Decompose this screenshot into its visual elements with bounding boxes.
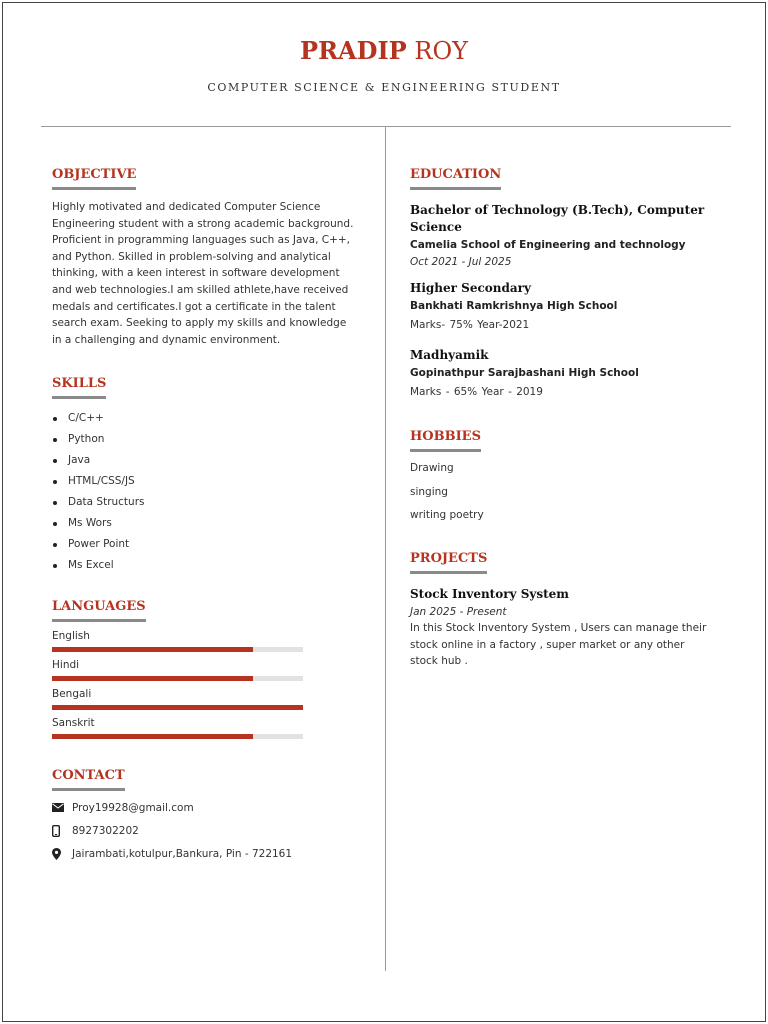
- language-level-bar: [52, 734, 303, 739]
- language-item: [52, 658, 370, 687]
- objective-line: Proficient in programming languages such as Java, C++,: [52, 234, 351, 247]
- education-degree-line: Science: [410, 220, 462, 234]
- contact-phone: 8927302202: [72, 824, 139, 837]
- skills-title: SKILLS: [52, 376, 106, 399]
- skills-section: [52, 372, 370, 576]
- project-name: Stock Inventory System: [410, 587, 569, 601]
- skill-item: C/C++: [52, 408, 370, 429]
- language-level-fill: [52, 734, 253, 739]
- project-date: Jan 2025 - Present: [410, 606, 507, 618]
- education-date: Oct 2021 - Jul 2025: [410, 256, 512, 268]
- education-marks: Marks - 65% Year - 2019: [410, 386, 543, 398]
- languages-title: LANGUAGES: [52, 599, 146, 622]
- objective-line: medals and certificates.I got a certificate in the talent: [52, 300, 336, 313]
- project-description-line: stock online in a factory , super market or any other: [410, 638, 685, 651]
- objective-line: and Python. Skilled in problem-solving and analytical: [52, 250, 331, 263]
- education-item: [410, 280, 730, 331]
- hobby-item: Drawing: [410, 462, 454, 474]
- objective-line: Highly motivated and dedicated Computer Science: [52, 201, 321, 213]
- education-degree-line: Bachelor of Technology (B.Tech), Computer: [410, 203, 705, 217]
- education-school: Gopinathpur Sarajbashani High School: [410, 367, 639, 379]
- location-pin-icon: [52, 848, 72, 860]
- education-section: [410, 163, 730, 398]
- objective-line: Engineering student with a strong academic background.: [52, 217, 354, 230]
- objective-title: OBJECTIVE: [52, 167, 136, 190]
- education-marks: Marks- 75% Year-2021: [410, 319, 530, 331]
- contact-list: [52, 796, 370, 865]
- contact-address: Jairambati,kotulpur,Bankura, Pin - 722161: [72, 847, 293, 860]
- objective-line: thinking, with a keen interest in software development: [52, 267, 340, 280]
- skill-item: Ms Wors: [52, 513, 370, 534]
- objective-line: and web technologies.I am skilled athlete,have received: [52, 283, 349, 296]
- phone-icon: [52, 825, 72, 837]
- language-level-fill: [52, 647, 253, 652]
- project-description: [410, 620, 730, 670]
- contact-phone-row: [52, 819, 370, 842]
- column-divider: [385, 127, 386, 971]
- education-school: Bankhati Ramkrishnya High School: [410, 300, 618, 312]
- contact-email-row: [52, 796, 370, 819]
- projects-section: [410, 547, 730, 670]
- skills-list: [52, 408, 370, 576]
- language-level-bar: [52, 676, 303, 681]
- objective-section: [52, 163, 370, 348]
- hobby-item: singing: [410, 485, 448, 498]
- language-level-bar: [52, 647, 303, 652]
- candidate-name: [0, 36, 768, 65]
- project-description-line: stock hub .: [410, 655, 468, 668]
- hobby-item: writing poetry: [410, 509, 484, 521]
- education-title: EDUCATION: [410, 167, 501, 190]
- last-name: ROY: [414, 37, 468, 65]
- language-name: Bengali: [52, 688, 92, 700]
- first-name: PRADIP: [300, 36, 407, 65]
- skill-item: HTML/CSS/JS: [52, 471, 370, 492]
- skill-item: Power Point: [52, 534, 370, 555]
- languages-list: [52, 629, 370, 745]
- hobbies-section: [410, 425, 730, 528]
- objective-text: [52, 199, 370, 348]
- candidate-subtitle: COMPUTER SCIENCE & ENGINEERING STUDENT: [207, 81, 561, 94]
- contact-address-row: [52, 842, 370, 865]
- language-name: Hindi: [52, 659, 80, 671]
- language-item: [52, 716, 370, 745]
- contact-section: [52, 764, 370, 865]
- language-level-fill: [52, 705, 303, 710]
- project-item: [410, 586, 730, 670]
- envelope-icon: [52, 803, 72, 812]
- skill-item: Ms Excel: [52, 555, 370, 576]
- header-divider: [41, 126, 731, 127]
- education-item: [410, 347, 730, 398]
- projects-title: PROJECTS: [410, 551, 487, 574]
- skill-item: Python: [52, 429, 370, 450]
- languages-section: [52, 595, 370, 745]
- language-item: [52, 687, 370, 716]
- objective-line: in a challenging and dynamic environment.: [52, 333, 281, 346]
- language-level-fill: [52, 676, 253, 681]
- language-item: [52, 629, 370, 658]
- education-degree: Madhyamik: [410, 348, 489, 362]
- language-name: English: [52, 630, 90, 642]
- contact-title: CONTACT: [52, 768, 125, 791]
- education-degree: [410, 202, 730, 236]
- education-degree: Higher Secondary: [410, 281, 531, 295]
- language-level-bar: [52, 705, 303, 710]
- skill-item: Data Structurs: [52, 492, 370, 513]
- project-description-line: In this Stock Inventory System , Users can manage their: [410, 622, 707, 634]
- hobbies-title: HOBBIES: [410, 429, 481, 452]
- contact-email[interactable]: Proy19928@gmail.com: [72, 801, 194, 814]
- objective-line: search exam. Seeking to apply my skills and knowledge: [52, 317, 347, 330]
- language-name: Sanskrit: [52, 717, 95, 729]
- education-school: Camelia School of Engineering and technology: [410, 239, 686, 251]
- education-item: [410, 202, 730, 268]
- hobbies-list: [410, 457, 730, 528]
- skill-item: Java: [52, 450, 370, 471]
